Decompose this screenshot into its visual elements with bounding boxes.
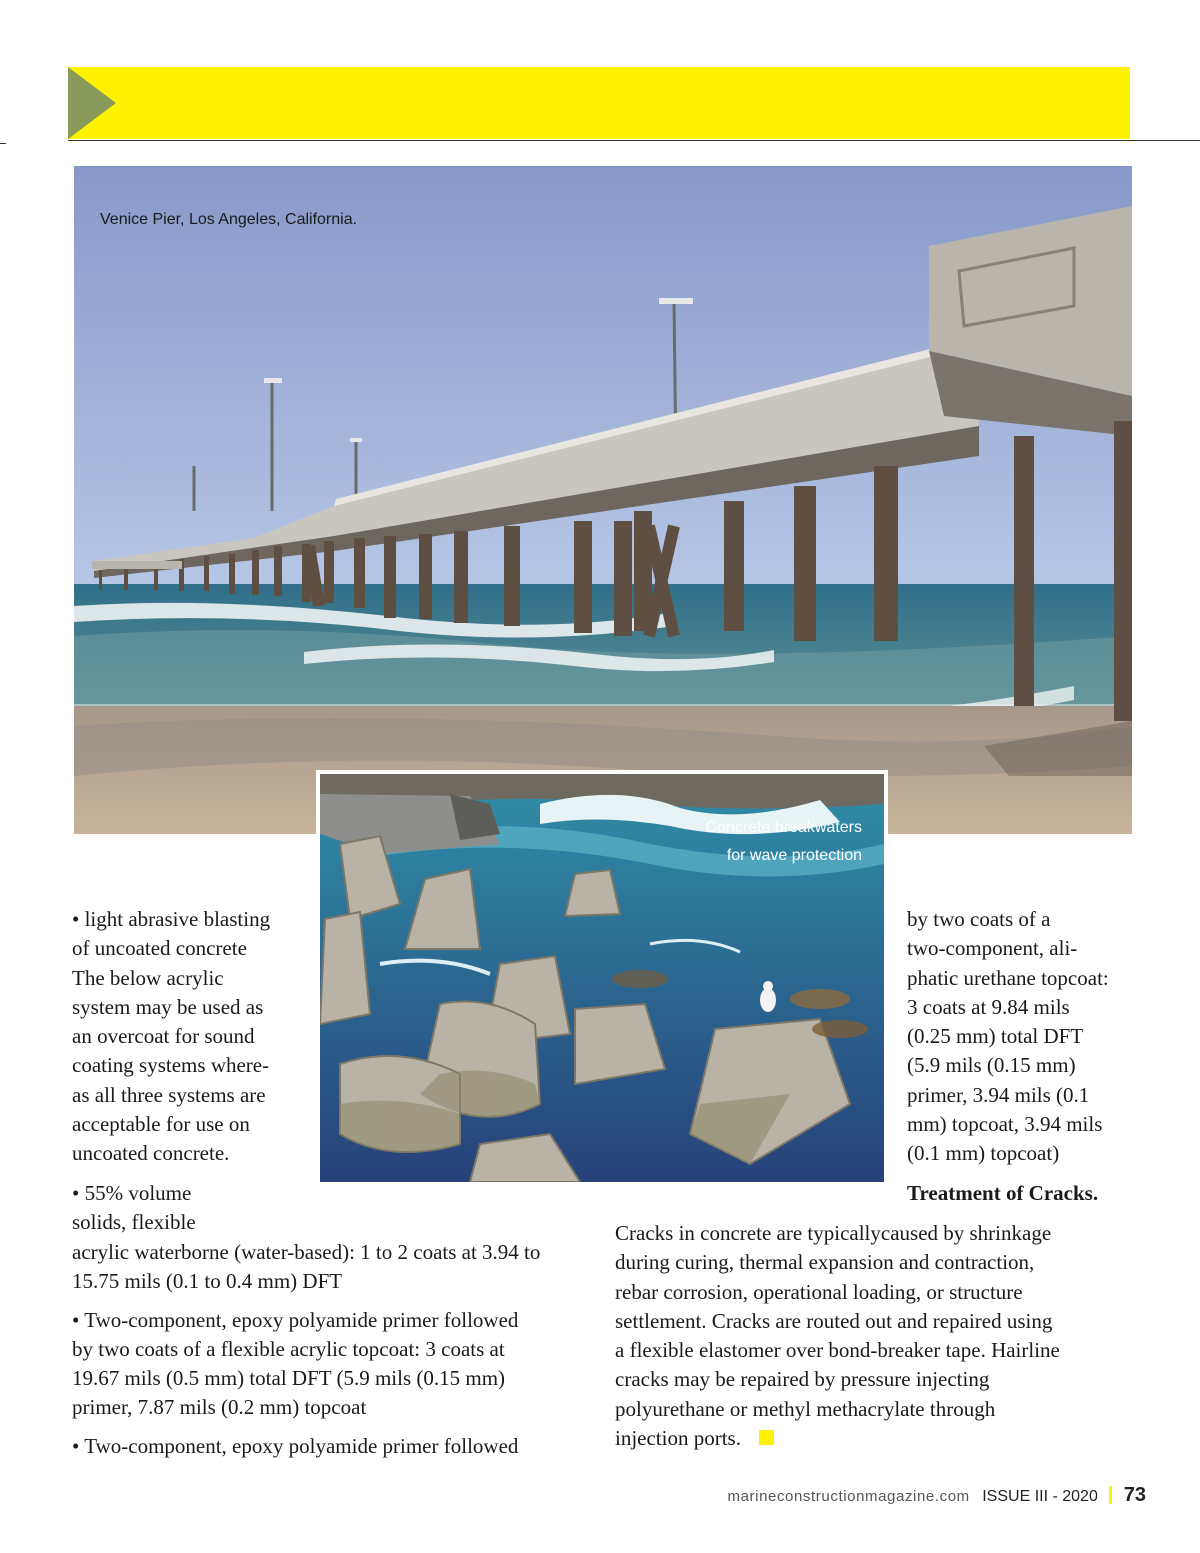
breakwaters-photo — [316, 770, 888, 1186]
footer-website: marineconstructionmagazine.com — [727, 1488, 970, 1505]
footer-divider — [1109, 1486, 1112, 1504]
text-line: • Two-component, epoxy polyamide primer followed — [72, 1307, 519, 1332]
text-line: rebar corrosion, operational loading, or structure — [615, 1279, 1023, 1304]
text-line: 3 coats at 9.84 mils — [907, 994, 1070, 1019]
page-number: 73 — [1123, 1484, 1146, 1506]
right-paragraph-2 — [615, 1219, 1115, 1453]
inset-caption-line-2: for wave protection — [726, 847, 862, 864]
text-line: by two coats of a flexible acrylic topcoat: 3 coats at — [72, 1336, 505, 1361]
text-line: as all three systems are — [72, 1082, 266, 1107]
text-line: cracks may be repaired by pressure injecting — [615, 1367, 990, 1392]
text-line: acceptable for use on — [72, 1112, 250, 1137]
text-line: • light abrasive blasting — [72, 907, 271, 931]
text-line: 19.67 mils (0.5 mm) total DFT (5.9 mils (0.15 mm) — [72, 1366, 506, 1391]
text-line: The below acrylic — [72, 965, 224, 990]
text-line: injection ports. — [615, 1426, 741, 1451]
inset-caption-line-1: Concrete breakwaters — [705, 819, 862, 836]
text-line: phatic urethane topcoat: — [907, 965, 1109, 990]
section-heading: Treatment of Cracks. — [907, 1181, 1099, 1205]
text-line: Cracks in concrete are typicallycaused by shrinkage — [615, 1221, 1052, 1245]
banner-arrow-icon — [68, 67, 116, 139]
text-line: mm) topcoat, 3.94 mils — [907, 1112, 1103, 1137]
header-rule — [68, 140, 1200, 141]
text-line: (5.9 mils (0.15 mm) — [907, 1053, 1076, 1078]
text-line: (0.1 mm) topcoat) — [907, 1141, 1060, 1166]
end-of-article-square-icon — [759, 1430, 774, 1445]
text-line: coating systems where- — [72, 1053, 270, 1078]
left-paragraph-1 — [72, 905, 312, 1169]
text-line: of uncoated concrete — [72, 936, 247, 961]
text-line: two-component, ali- — [907, 936, 1078, 961]
text-line: • 55% volume — [72, 1181, 192, 1205]
text-line: a flexible elastomer over bond-breaker tape. Hairline — [615, 1338, 1060, 1363]
header-banner — [68, 67, 1130, 139]
main-photo-caption: Venice Pier, Los Angeles, California. — [100, 211, 358, 228]
text-line: settlement. Cracks are routed out and repaired using — [615, 1308, 1053, 1333]
left-paragraph-2-head — [72, 1179, 222, 1238]
right-paragraph-1 — [907, 905, 1143, 1169]
text-line: by two coats of a — [907, 907, 1051, 931]
crop-mark — [0, 143, 6, 144]
text-line: • Two-component, epoxy polyamide primer followed — [72, 1433, 519, 1458]
footer-issue: ISSUE III - 2020 — [982, 1488, 1098, 1505]
text-line: (0.25 mm) total DFT — [907, 1024, 1084, 1049]
text-line: uncoated concrete. — [72, 1141, 230, 1166]
text-line: system may be used as — [72, 994, 264, 1019]
text-line: 15.75 mils (0.1 to 0.4 mm) DFT — [72, 1269, 343, 1294]
text-line: solids, flexible — [72, 1210, 196, 1235]
inset-photo-caption — [705, 814, 862, 870]
text-line: primer, 7.87 mils (0.2 mm) topcoat — [72, 1395, 367, 1420]
text-line-last — [615, 1424, 1115, 1453]
text-line: during curing, thermal expansion and contraction, — [615, 1250, 1035, 1275]
text-line: polyurethane or methyl methacrylate through — [615, 1396, 996, 1421]
venice-pier-photo — [74, 166, 1132, 834]
text-line: an overcoat for sound — [72, 1024, 255, 1049]
left-paragraph-2-rest — [72, 1238, 597, 1461]
text-line: acrylic waterborne (water-based): 1 to 2 coats at 3.94 to — [72, 1240, 541, 1264]
text-line: primer, 3.94 mils (0.1 — [907, 1082, 1090, 1107]
page-footer — [728, 1484, 1147, 1507]
